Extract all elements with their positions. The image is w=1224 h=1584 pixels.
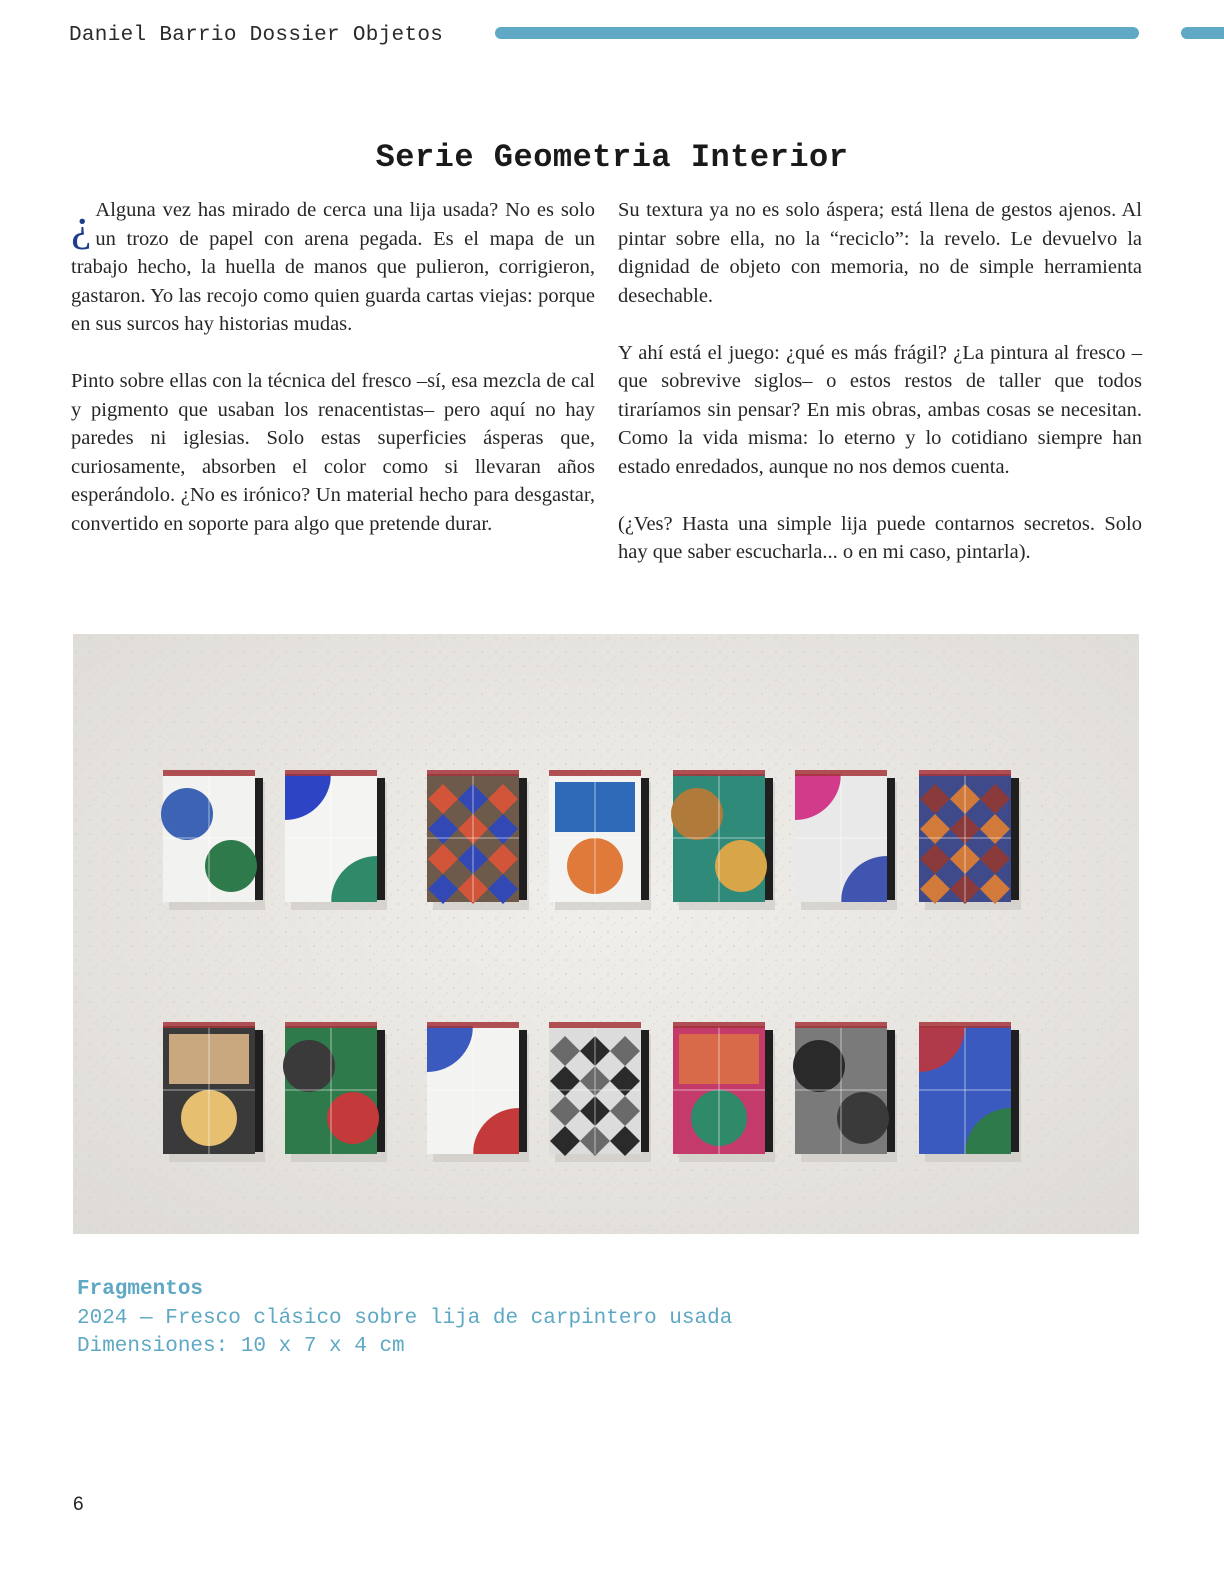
caption-details: 2024 — Fresco clásico sobre lija de carpintero usada [77,1306,733,1330]
header-accent-bar [495,27,1139,39]
painted-block [793,1022,897,1162]
page-title: Serie Geometria Interior [375,139,849,177]
painted-block [163,1022,265,1162]
paragraph-text: Alguna vez has mirado de cerca una lija usada? No es solo un trozo de papel con arena pegada. Es el mapa de un trabajo hecho, la huella de manos que pulieron, corrigieron, gastaron. Yo las recojo como quien guarda cartas viejas: porque en sus surcos hay historias mudas. [71,199,595,335]
page-number: 6 [73,1494,84,1515]
text-column-right [618,196,1142,567]
painted-block [919,1022,1021,1162]
painted-block [795,770,897,910]
painted-block [427,1022,529,1162]
paragraph: Pinto sobre ellas con la técnica del fresco –sí, esa mezcla de cal y pigmento que usaban los renacentistas– pero aquí no hay paredes ni iglesias. Solo estas superficies ásperas que, curiosamente, absorben el color como si llevaran años esperándolo. ¿No es irónico? Un material hecho para desgastar, convertido en soporte para algo que pretende durar. [71,370,595,535]
painted-block [671,770,775,910]
caption-title: Fragmentos [77,1278,204,1301]
painted-block [919,770,1021,910]
painted-block [427,770,529,910]
artwork-photo [73,634,1139,1234]
paragraph: (¿Ves? Hasta una simple lija puede contarnos secretos. Solo hay que saber escucharla... o en mi caso, pintarla). [618,512,1142,563]
painted-block [673,1022,775,1162]
paragraph: Su textura ya no es solo áspera; está llena de gestos ajenos. Al pintar sobre ella, no la “reciclo”: la revelo. Le devuelvo la dignidad de objeto con memoria, no de simple herramienta desechable. [618,199,1142,307]
painted-block [549,1022,651,1162]
artwork-photo-illustration [73,634,1139,1234]
dropcap: ¿ [71,199,92,250]
painted-block [285,770,387,910]
paragraph: Y ahí está el juego: ¿qué es más frágil? ¿La pintura al fresco –que sobrevive siglos– o estos restos de taller que todos tiraríamos sin pensar? En mis obras, ambas cosas se necesitan. Como la vida misma: lo eterno y lo cotidiano siempre han estado enredados, aunque no nos demos cuenta. [618,341,1142,478]
painted-block [283,1022,387,1162]
paragraph [71,196,595,339]
text-column-left [71,196,595,538]
artwork-caption [77,1276,732,1362]
header-accent-tab [1181,27,1224,39]
document-header-title: Daniel Barrio Dossier Objetos [69,24,444,47]
painted-block [161,770,265,910]
caption-dimensions: Dimensiones: 10 x 7 x 4 cm [77,1335,405,1358]
painted-block [549,770,651,910]
